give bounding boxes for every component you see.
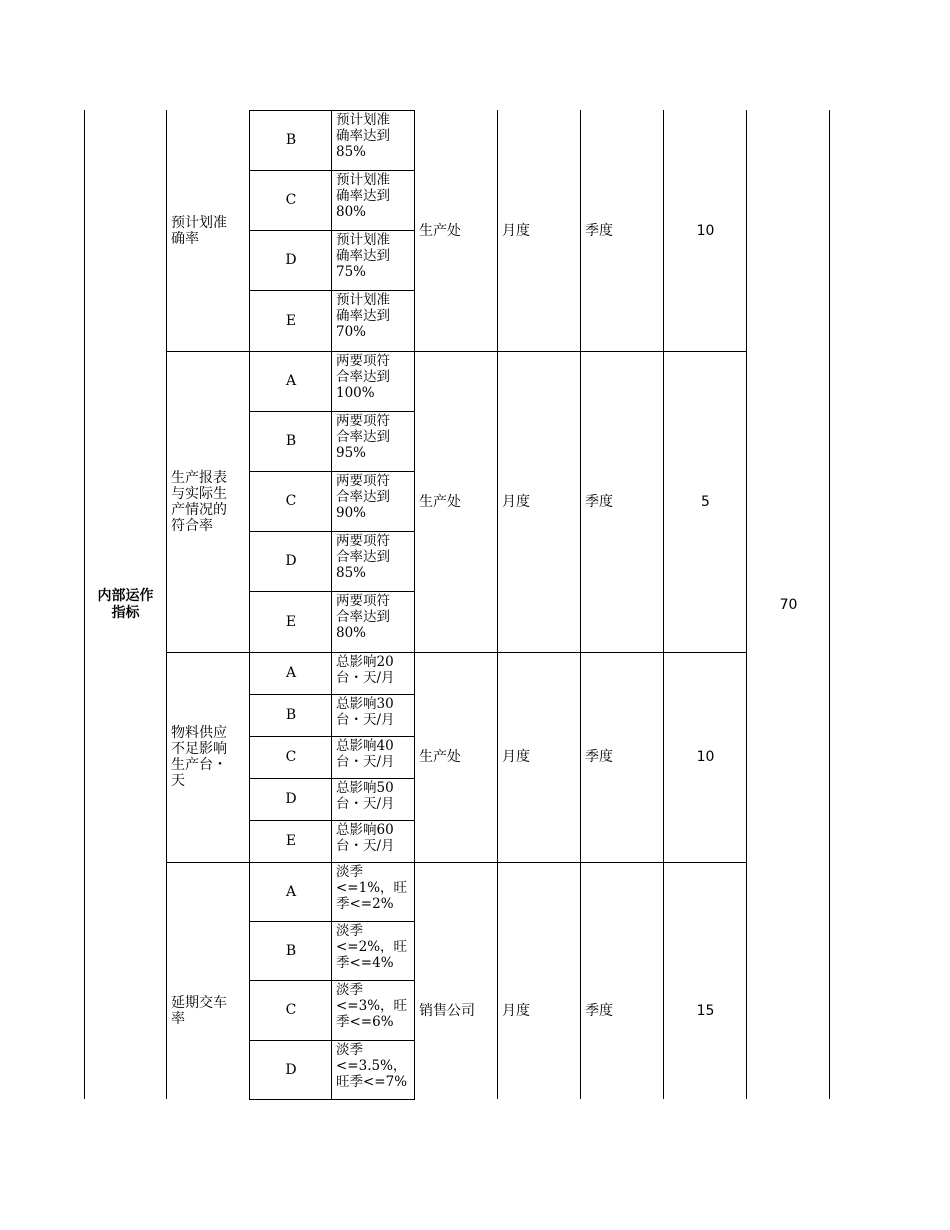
grade-standard: 总影响40 台・天/月 xyxy=(336,738,395,770)
grade-standard-cell xyxy=(332,820,415,862)
category-total-value: 70 xyxy=(779,596,798,613)
weight-value: 5 xyxy=(701,493,710,510)
indicator-name-cell xyxy=(167,351,250,652)
grade-standard-cell xyxy=(332,980,415,1040)
grade-standard-cell xyxy=(332,694,415,736)
grade-standard-cell xyxy=(332,531,415,591)
grade-level: D xyxy=(285,791,297,807)
grid-line xyxy=(249,736,415,737)
grade-standard-cell xyxy=(332,652,415,694)
grade-level-cell xyxy=(250,471,332,531)
department-cell xyxy=(415,652,498,862)
grade-level: B xyxy=(285,942,297,959)
grade-level: B xyxy=(285,433,297,449)
indicator-name: 生产报表 与实际生 产情况的 符合率 xyxy=(171,469,227,534)
grade-level: C xyxy=(285,192,297,208)
grid-line xyxy=(829,110,830,1099)
grade-standard: 总影响20 台・天/月 xyxy=(336,654,395,686)
grade-level: A xyxy=(285,373,297,389)
category-label: 内部运作 指标 xyxy=(97,587,154,621)
grade-standard: 预计划准 确率达到 85% xyxy=(336,112,390,160)
grade-level-cell xyxy=(250,1040,332,1099)
grade-level: D xyxy=(285,553,297,569)
frequency: 月度 xyxy=(502,1003,530,1019)
grade-level-cell xyxy=(250,980,332,1040)
frequency-cell xyxy=(498,110,581,351)
grid-line xyxy=(249,290,415,291)
grade-standard: 两要项符 合率达到 85% xyxy=(336,533,390,581)
indicator-name-cell xyxy=(167,110,250,351)
grade-level-cell xyxy=(250,230,332,290)
grade-standard-cell xyxy=(332,921,415,980)
grid-line xyxy=(580,110,581,1099)
grid-line xyxy=(249,110,250,1099)
grid-line xyxy=(249,921,415,922)
grade-standard: 两要项符 合率达到 95% xyxy=(336,413,390,461)
grade-level: D xyxy=(285,252,297,268)
department-cell xyxy=(415,110,498,351)
grade-level: E xyxy=(285,312,297,329)
grade-standard-cell xyxy=(332,110,415,170)
grade-level-cell xyxy=(250,694,332,736)
grade-level: E xyxy=(285,613,297,630)
grade-standard-cell xyxy=(332,862,415,921)
weight-value: 10 xyxy=(696,222,715,239)
assessment-period: 季度 xyxy=(585,493,613,510)
grid-line xyxy=(249,980,415,981)
grade-level-cell xyxy=(250,531,332,591)
grid-line xyxy=(249,110,415,111)
grade-level-cell xyxy=(250,110,332,170)
grade-standard: 淡季 <=3%，旺 季<=6% xyxy=(336,982,408,1030)
grade-level-cell xyxy=(250,736,332,778)
grade-level: B xyxy=(285,132,297,148)
grade-standard-cell xyxy=(332,736,415,778)
assessment-period: 季度 xyxy=(585,749,613,765)
grade-level: C xyxy=(285,1002,297,1018)
weight-cell xyxy=(664,652,747,862)
frequency: 月度 xyxy=(502,493,530,510)
grade-standard-cell xyxy=(332,230,415,290)
grid-line xyxy=(249,778,415,779)
grid-line xyxy=(249,471,415,472)
grade-level-cell xyxy=(250,170,332,230)
indicator-name: 延期交车 率 xyxy=(171,995,227,1027)
grade-level: A xyxy=(285,665,297,681)
assessment-cell xyxy=(581,652,664,862)
department-cell xyxy=(415,351,498,652)
weight-value: 15 xyxy=(696,1003,715,1019)
department: 生产处 xyxy=(419,749,461,765)
grade-level-cell xyxy=(250,290,332,351)
indicator-name: 预计划准 确率 xyxy=(171,214,227,247)
indicator-name: 物料供应 不足影响 生产台・ 天 xyxy=(171,725,227,789)
grade-standard: 总影响50 台・天/月 xyxy=(336,780,395,812)
grade-level: C xyxy=(285,493,297,509)
grade-level-cell xyxy=(250,778,332,820)
grid-line xyxy=(746,110,747,1099)
assessment-cell xyxy=(581,351,664,652)
grade-standard: 淡季 <=3.5%， 旺季<=7% xyxy=(336,1042,408,1090)
grade-standard: 预计划准 确率达到 80% xyxy=(336,172,390,220)
assessment-period: 季度 xyxy=(585,1003,613,1019)
grade-level: E xyxy=(285,833,297,849)
grade-level: A xyxy=(285,883,297,900)
grade-standard: 淡季 <=1%，旺 季<=2% xyxy=(336,864,408,912)
grid-line xyxy=(166,862,746,863)
frequency: 月度 xyxy=(502,222,530,239)
grid-line xyxy=(249,1040,415,1041)
frequency-cell xyxy=(498,652,581,862)
grade-standard: 两要项符 合率达到 100% xyxy=(336,353,390,401)
grade-level-cell xyxy=(250,921,332,980)
weight-cell xyxy=(664,110,747,351)
weight-value: 10 xyxy=(696,749,715,765)
category-total-cell xyxy=(747,110,830,1099)
grade-level-cell xyxy=(250,591,332,652)
grade-level-cell xyxy=(250,351,332,411)
department: 生产处 xyxy=(419,222,461,239)
weight-cell xyxy=(664,351,747,652)
grade-standard: 总影响30 台・天/月 xyxy=(336,696,395,728)
grade-level-cell xyxy=(250,862,332,921)
grid-line xyxy=(663,110,664,1099)
grade-level-cell xyxy=(250,820,332,862)
grade-level-cell xyxy=(250,411,332,471)
grid-line xyxy=(249,820,415,821)
frequency: 月度 xyxy=(502,749,530,765)
page-bottom-margin xyxy=(0,1100,950,1230)
grade-level-cell xyxy=(250,652,332,694)
grid-line xyxy=(166,351,746,352)
grade-standard: 预计划准 确率达到 70% xyxy=(336,292,390,340)
grade-standard-cell xyxy=(332,411,415,471)
grade-level: C xyxy=(285,749,297,765)
grade-standard-cell xyxy=(332,351,415,411)
grid-line xyxy=(166,110,167,1099)
department: 销售公司 xyxy=(419,1003,475,1019)
grid-line xyxy=(166,652,746,653)
indicator-name-cell xyxy=(167,652,250,862)
grid-line xyxy=(497,110,498,1099)
grade-standard-cell xyxy=(332,170,415,230)
grid-line xyxy=(249,170,415,171)
grid-line xyxy=(331,110,332,1099)
grade-standard: 淡季 <=2%，旺 季<=4% xyxy=(336,923,408,971)
grid-line xyxy=(414,110,415,1099)
grade-standard: 两要项符 合率达到 90% xyxy=(336,473,390,521)
grade-level: B xyxy=(285,707,297,723)
grade-standard-cell xyxy=(332,471,415,531)
grade-standard-cell xyxy=(332,778,415,820)
grade-standard: 总影响60 台・天/月 xyxy=(336,822,395,854)
assessment-period: 季度 xyxy=(585,222,613,239)
grade-standard: 两要项符 合率达到 80% xyxy=(336,593,390,641)
grid-line xyxy=(249,694,415,695)
grid-line xyxy=(249,591,415,592)
grid-line xyxy=(84,110,85,1099)
grid-line xyxy=(249,531,415,532)
department: 生产处 xyxy=(419,493,461,510)
grade-standard-cell xyxy=(332,591,415,652)
grade-standard-cell xyxy=(332,1040,415,1099)
grade-standard: 预计划准 确率达到 75% xyxy=(336,232,390,280)
grade-standard-cell xyxy=(332,290,415,351)
grid-line xyxy=(249,411,415,412)
category-cell xyxy=(84,110,167,1099)
assessment-cell xyxy=(581,110,664,351)
grade-level: D xyxy=(285,1061,297,1078)
frequency-cell xyxy=(498,351,581,652)
grid-line xyxy=(249,230,415,231)
